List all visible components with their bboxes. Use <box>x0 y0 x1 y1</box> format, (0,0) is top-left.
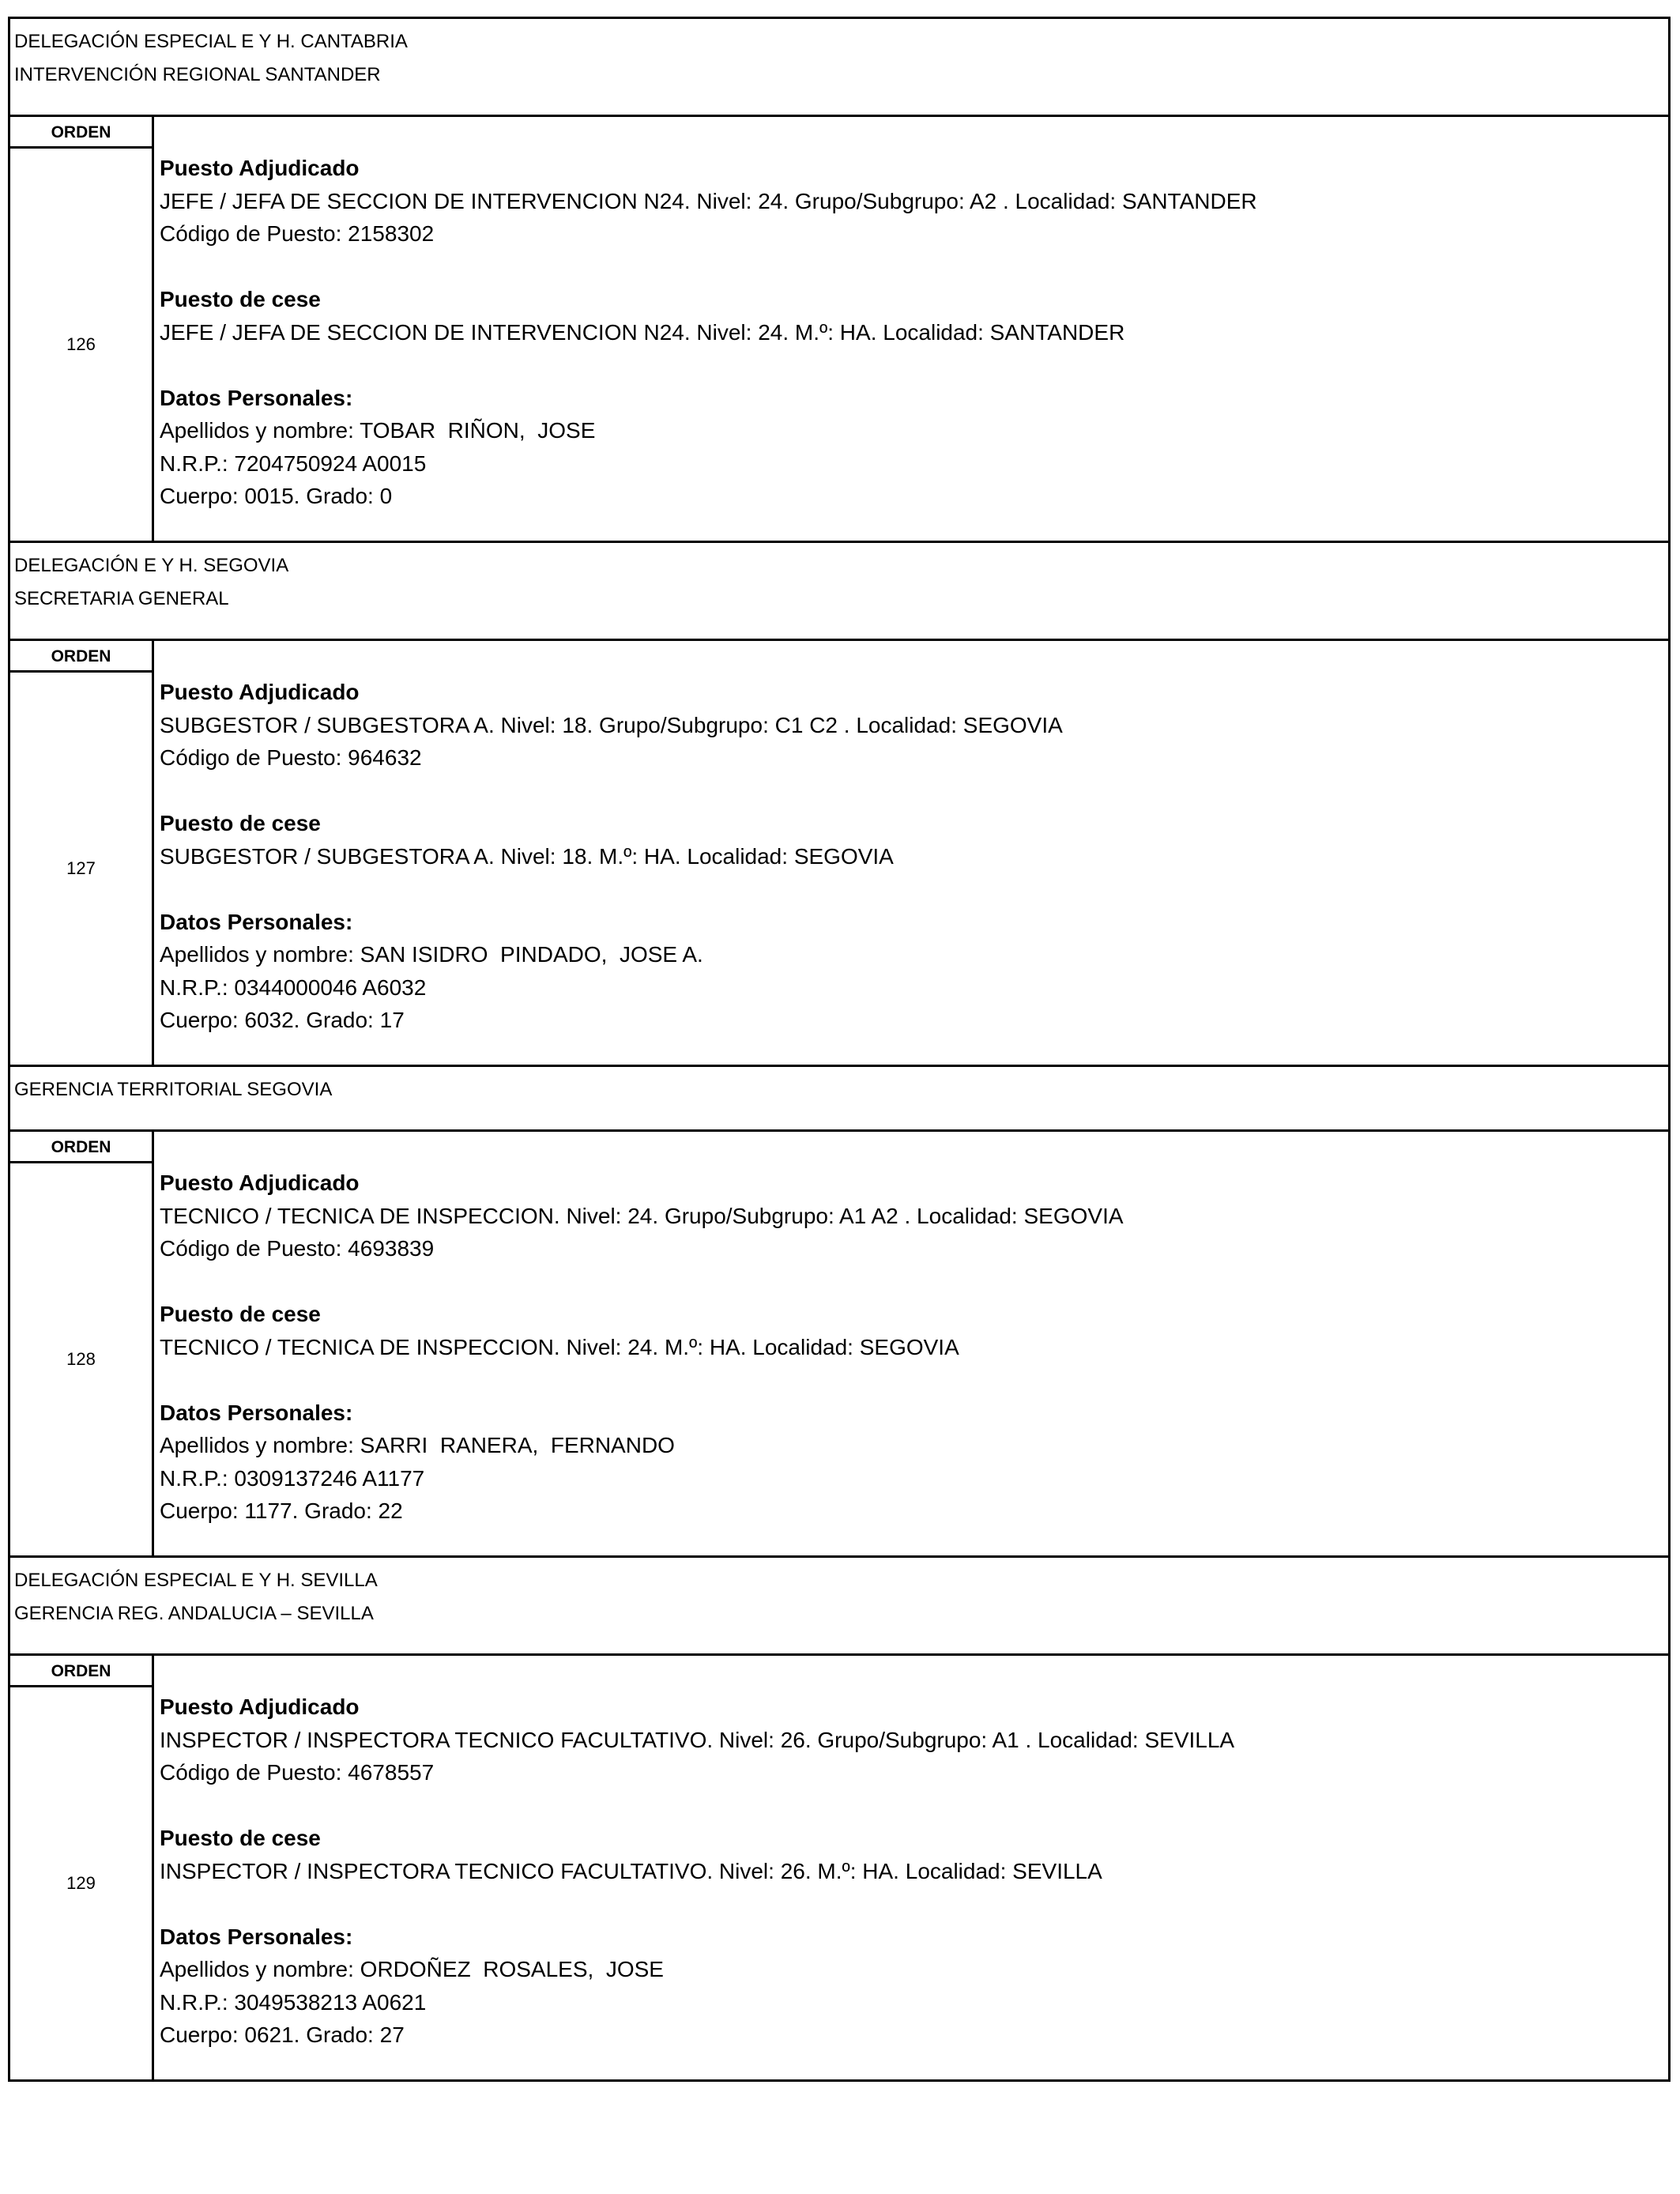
orden-label: ORDEN <box>10 641 152 673</box>
nrp: N.R.P.: 0309137246 A1177 <box>160 1465 425 1491</box>
puesto-adjudicado-title: Puesto Adjudicado <box>160 1695 360 1719</box>
puesto-adjudicado-text: TECNICO / TECNICA DE INSPECCION. Nivel: 24. Grupo/Subgrupo: A1 A2 . Localidad: SEGOVIA <box>160 1203 1124 1228</box>
record-row <box>10 1656 1668 2079</box>
orden-number: 128 <box>66 1349 96 1369</box>
section-header <box>10 1558 1668 1656</box>
datos-personales-title: Datos Personales: <box>160 1924 353 1949</box>
record-details <box>154 1132 1668 1555</box>
puesto-cese-title: Puesto de cese <box>160 1302 321 1326</box>
record-details <box>154 1656 1668 2079</box>
apellidos-nombre: Apellidos y nombre: TOBAR RIÑON, JOSE <box>160 418 596 443</box>
codigo-puesto: Código de Puesto: 4678557 <box>160 1760 435 1785</box>
header-line: GERENCIA TERRITORIAL SEGOVIA <box>14 1079 333 1100</box>
puesto-adjudicado-text: JEFE / JEFA DE SECCION DE INTERVENCION N24. Nivel: 24. Grupo/Subgrupo: A2 . Localidad: SANTANDER <box>160 188 1257 213</box>
cuerpo-grado: Cuerpo: 0621. Grado: 27 <box>160 2022 405 2047</box>
section-header <box>10 1067 1668 1132</box>
cuerpo-grado: Cuerpo: 6032. Grado: 17 <box>160 1008 405 1032</box>
record-section <box>10 1065 1668 1555</box>
nrp: N.R.P.: 0344000046 A6032 <box>160 974 427 1000</box>
orden-number: 127 <box>66 858 96 878</box>
codigo-puesto: Código de Puesto: 2158302 <box>160 221 435 246</box>
puesto-adjudicado-title: Puesto Adjudicado <box>160 1171 360 1195</box>
puesto-adjudicado-text: INSPECTOR / INSPECTORA TECNICO FACULTATIVO. Nivel: 26. Grupo/Subgrupo: A1 . Localidad: SEVILLA <box>160 1727 1235 1752</box>
puesto-adjudicado-title: Puesto Adjudicado <box>160 156 360 180</box>
puesto-cese-text: SUBGESTOR / SUBGESTORA A. Nivel: 18. M.º: HA. Localidad: SEGOVIA <box>160 843 894 869</box>
header-line: DELEGACIÓN ESPECIAL E Y H. CANTABRIA <box>14 31 408 52</box>
datos-personales-title: Datos Personales: <box>160 385 353 410</box>
apellidos-nombre: Apellidos y nombre: SARRI RANERA, FERNANDO <box>160 1433 675 1457</box>
record-row <box>10 1132 1668 1555</box>
nrp: N.R.P.: 7204750924 A0015 <box>160 450 427 476</box>
header-line: SECRETARIA GENERAL <box>14 588 229 609</box>
record-section <box>10 19 1668 541</box>
document-table <box>8 17 1671 2082</box>
apellidos-nombre: Apellidos y nombre: ORDOÑEZ ROSALES, JOSE <box>160 1957 664 1981</box>
cuerpo-grado: Cuerpo: 1177. Grado: 22 <box>160 1498 403 1523</box>
orden-label: ORDEN <box>10 1656 152 1687</box>
codigo-puesto: Código de Puesto: 4693839 <box>160 1236 435 1261</box>
orden-column <box>10 117 154 541</box>
record-section <box>10 541 1668 1065</box>
header-line: GERENCIA REG. ANDALUCIA – SEVILLA <box>14 1603 374 1624</box>
puesto-adjudicado-text: SUBGESTOR / SUBGESTORA A. Nivel: 18. Grupo/Subgrupo: C1 C2 . Localidad: SEGOVIA <box>160 712 1063 737</box>
header-line: INTERVENCIÓN REGIONAL SANTANDER <box>14 64 381 85</box>
puesto-cese-title: Puesto de cese <box>160 287 321 311</box>
orden-column <box>10 1132 154 1555</box>
record-row <box>10 117 1668 541</box>
codigo-puesto: Código de Puesto: 964632 <box>160 745 422 770</box>
record-section <box>10 1555 1668 2079</box>
puesto-cese-title: Puesto de cese <box>160 1826 321 1850</box>
record-row <box>10 641 1668 1065</box>
datos-personales-title: Datos Personales: <box>160 1400 353 1425</box>
orden-column <box>10 641 154 1065</box>
section-header <box>10 19 1668 117</box>
cuerpo-grado: Cuerpo: 0015. Grado: 0 <box>160 484 393 508</box>
datos-personales-title: Datos Personales: <box>160 909 353 934</box>
orden-number: 126 <box>66 334 96 354</box>
orden-label: ORDEN <box>10 1132 152 1163</box>
puesto-cese-text: TECNICO / TECNICA DE INSPECCION. Nivel: 24. M.º: HA. Localidad: SEGOVIA <box>160 1334 959 1359</box>
record-details <box>154 641 1668 1065</box>
puesto-cese-text: INSPECTOR / INSPECTORA TECNICO FACULTATIVO. Nivel: 26. M.º: HA. Localidad: SEVILLA <box>160 1858 1102 1883</box>
orden-column <box>10 1656 154 2079</box>
nrp: N.R.P.: 3049538213 A0621 <box>160 1989 427 2015</box>
orden-label: ORDEN <box>10 117 152 149</box>
section-header <box>10 543 1668 641</box>
record-details <box>154 117 1668 541</box>
apellidos-nombre: Apellidos y nombre: SAN ISIDRO PINDADO, JOSE A. <box>160 942 703 967</box>
orden-number: 129 <box>66 1873 96 1893</box>
header-line: DELEGACIÓN E Y H. SEGOVIA <box>14 555 289 576</box>
puesto-cese-title: Puesto de cese <box>160 811 321 835</box>
header-line: DELEGACIÓN ESPECIAL E Y H. SEVILLA <box>14 1570 378 1591</box>
puesto-cese-text: JEFE / JEFA DE SECCION DE INTERVENCION N24. Nivel: 24. M.º: HA. Localidad: SANTANDER <box>160 319 1125 345</box>
puesto-adjudicado-title: Puesto Adjudicado <box>160 680 360 704</box>
